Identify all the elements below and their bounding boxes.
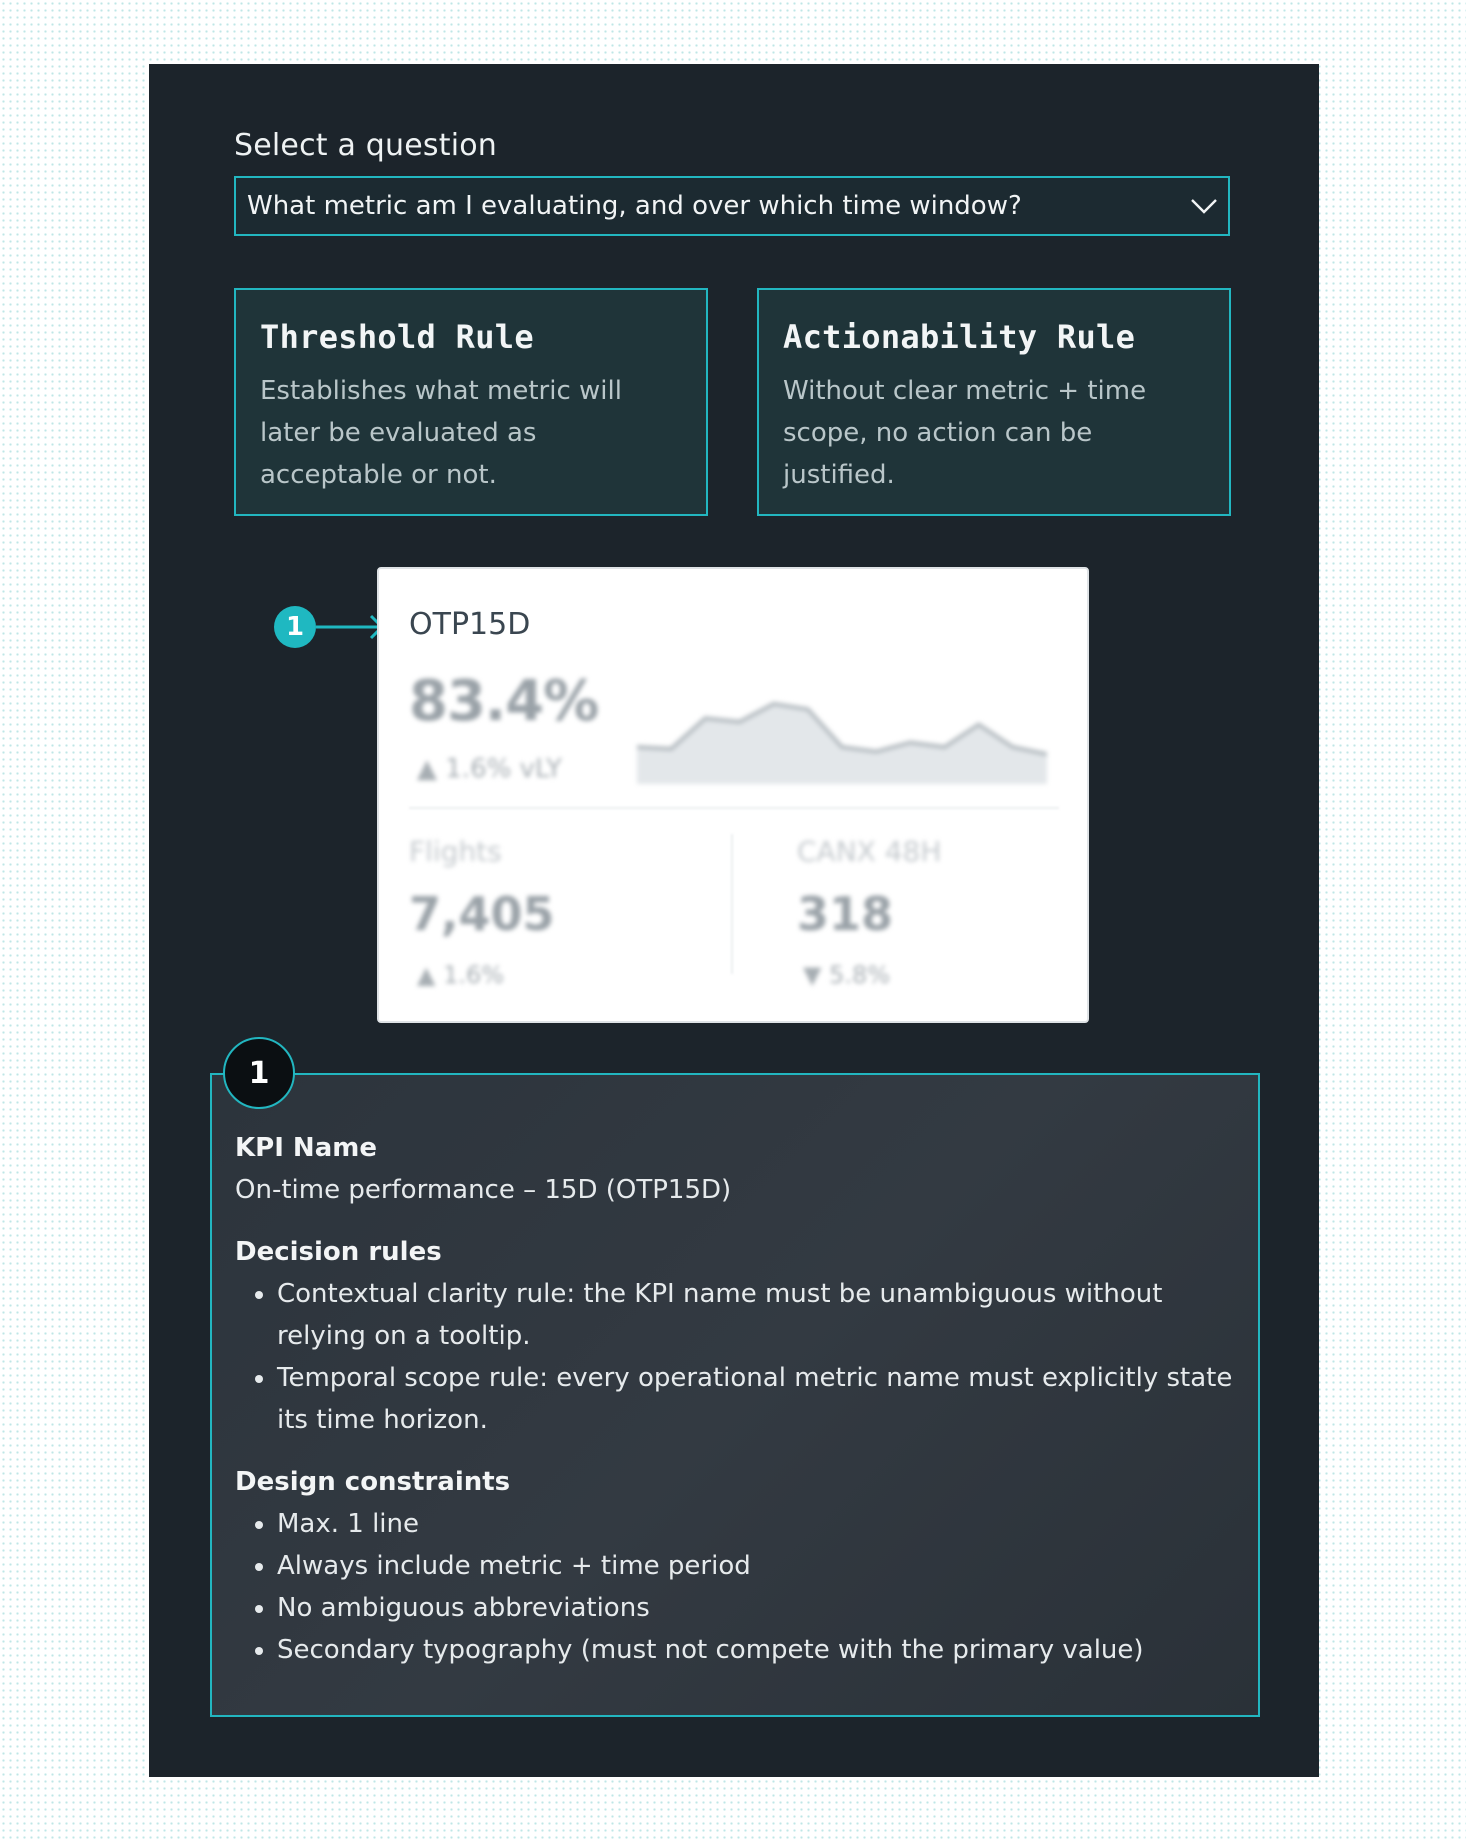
- annotation-marker: 1: [274, 606, 316, 648]
- rule-description: Without clear metric + time scope, no action can be justified.: [783, 376, 1147, 490]
- question-label: Select a question: [234, 128, 498, 163]
- annotation-badge: 1: [223, 1037, 295, 1109]
- question-select[interactable]: [234, 176, 1230, 236]
- kpi-full-name: On-time performance – 15D (OTP15D): [235, 1175, 732, 1205]
- canx-change: ▼ 5.8%: [803, 961, 891, 989]
- card-divider: [731, 834, 733, 974]
- canx-value: 318: [797, 887, 894, 941]
- kpi-info-panel: [210, 1073, 1260, 1717]
- primary-value: 83.4%: [409, 669, 599, 734]
- kpi-name: OTP15D: [409, 607, 531, 642]
- decision-rules-heading: Decision rules: [235, 1237, 442, 1267]
- list-item: • Always include metric + time period: [277, 1545, 1236, 1587]
- design-constraints-heading: Design constraints: [235, 1467, 511, 1497]
- card-divider: [409, 807, 1059, 809]
- list-item: • No ambiguous abbreviations: [277, 1587, 1236, 1629]
- kpi-card: [377, 567, 1089, 1023]
- kpi-name-heading: KPI Name: [235, 1133, 377, 1163]
- flights-change: ▲ 1.6%: [417, 961, 505, 989]
- sparkline-area: [637, 704, 1047, 784]
- design-constraints-list: [235, 1503, 1236, 1671]
- list-item: • Secondary typography (must not compete with the primary value): [277, 1629, 1236, 1671]
- primary-change: ▲ 1.6% vLY: [417, 754, 562, 784]
- sparkline-chart: [637, 674, 1047, 784]
- flights-value: 7,405: [409, 887, 555, 941]
- list-item: • Max. 1 line: [277, 1503, 1236, 1545]
- chevron-down-icon[interactable]: [1190, 194, 1218, 218]
- flights-label: Flights: [409, 835, 502, 868]
- list-item: • Temporal scope rule: every operational metric name must explicitly state its time horizon.: [277, 1357, 1236, 1441]
- question-select-value: What metric am I evaluating, and over which time window?: [247, 191, 1022, 221]
- canx-label: CANX 48H: [797, 835, 942, 868]
- rule-title: Actionability Rule: [783, 318, 1136, 356]
- arrow-right-icon: [316, 610, 386, 644]
- rule-title: Threshold Rule: [260, 318, 534, 356]
- threshold-rule-card: [234, 288, 708, 516]
- list-item: • Contextual clarity rule: the KPI name must be unambiguous without relying on a tooltip.: [277, 1273, 1236, 1357]
- actionability-rule-card: [757, 288, 1231, 516]
- decision-rules-list: [235, 1273, 1236, 1441]
- rule-description: Establishes what metric will later be evaluated as acceptable or not.: [260, 376, 622, 490]
- main-panel: [149, 64, 1319, 1777]
